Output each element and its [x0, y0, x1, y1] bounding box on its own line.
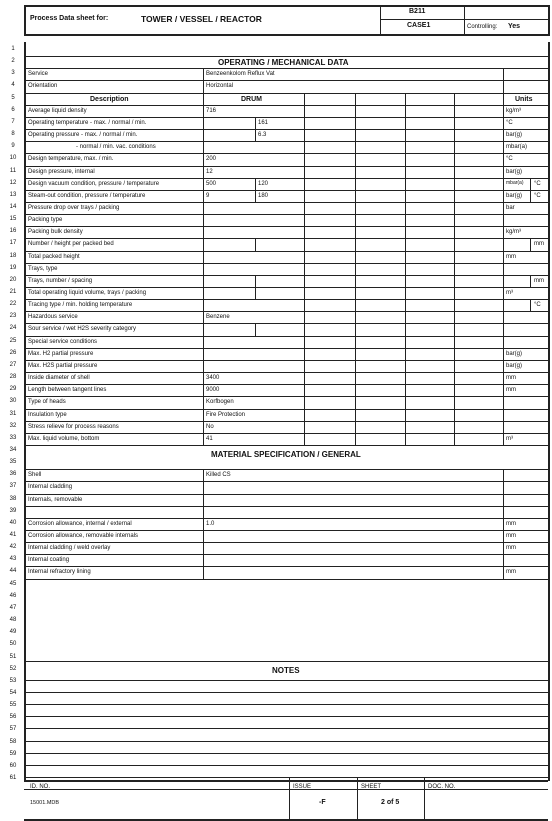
row-label: Average liquid density	[28, 107, 87, 114]
row-label: Total packed height	[28, 253, 80, 260]
grid-line-h	[24, 445, 548, 446]
row-unit-2: °C	[534, 192, 541, 199]
row-label: - normal / min. vac. conditions	[76, 144, 156, 151]
grid-line-v	[424, 777, 425, 821]
grid-line-v	[380, 5, 381, 36]
col-units: Units	[515, 95, 533, 103]
grid-line-h	[24, 166, 548, 167]
row-unit: mbar(a)	[506, 179, 524, 186]
row-label: Design vacuum condition, pressure / temperature	[28, 180, 160, 187]
line-number: 46	[9, 592, 17, 599]
line-number: 25	[9, 337, 17, 344]
grid-line-h	[24, 336, 548, 337]
grid-line-v	[405, 93, 406, 445]
row-value-2: 161	[258, 119, 269, 126]
line-number: 3	[11, 70, 15, 77]
grid-line-h	[24, 506, 548, 507]
grid-line-h	[24, 789, 548, 790]
row-unit-2: mm	[534, 277, 544, 284]
grid-line-h	[24, 275, 548, 276]
grid-line-h	[24, 311, 548, 312]
grid-line-v	[255, 178, 256, 190]
grid-line-h	[24, 780, 548, 782]
section-title-operating: OPERATING / MECHANICAL DATA	[218, 58, 349, 68]
grid-line-v	[530, 238, 531, 250]
mat-label: Internal coating	[28, 557, 70, 564]
grid-line-h	[24, 741, 548, 742]
line-number: 42	[9, 544, 17, 551]
row-label: Sour service / wet H2S severity category	[28, 326, 137, 333]
grid-line-h	[24, 68, 548, 69]
grid-line-v	[548, 5, 550, 36]
line-number: 50	[9, 641, 17, 648]
grid-line-v	[255, 287, 256, 299]
grid-line-h	[24, 409, 548, 410]
line-number: 40	[9, 519, 17, 526]
grid-line-h	[24, 263, 548, 264]
grid-line-h	[24, 579, 548, 580]
line-number: 38	[9, 495, 17, 502]
row-label: Operating temperature - max. / normal / min.	[28, 119, 147, 126]
row-value: 12	[206, 168, 213, 175]
grid-line-h	[24, 323, 548, 324]
row-value: 200	[206, 156, 217, 163]
case-id: CASE1	[407, 22, 431, 29]
row-value: Fire Protection	[206, 411, 246, 418]
row-unit: kg/m³	[506, 229, 521, 236]
grid-line-h	[24, 777, 548, 778]
row-unit: mbar(a)	[506, 144, 528, 151]
line-number: 33	[9, 434, 17, 441]
row-label: Steam-out condition, pressure / temperature	[28, 192, 146, 199]
grid-line-h	[24, 190, 548, 191]
grid-line-v	[203, 93, 204, 445]
line-number: 14	[9, 203, 17, 210]
mat-label: Internal refractory lining	[28, 569, 91, 576]
sheet-value: 2 of 5	[381, 799, 400, 806]
row-label: Packing type	[28, 217, 63, 224]
row-value: No	[206, 423, 214, 430]
grid-line-v	[355, 93, 356, 445]
grid-line-v	[503, 93, 504, 445]
grid-line-v	[304, 93, 305, 445]
line-number: 34	[9, 446, 17, 453]
row-value: Benzene	[206, 314, 230, 321]
grid-line-h	[24, 469, 548, 470]
row-label: Operating pressure - max. / normal / min.	[28, 132, 138, 139]
row-label: Hazardous service	[28, 314, 78, 321]
grid-line-h	[24, 360, 548, 361]
row-unit: bar(g)	[506, 362, 523, 369]
grid-line-h	[24, 372, 548, 373]
grid-line-h	[24, 93, 548, 94]
title-label: Process Data sheet for:	[30, 15, 109, 22]
row-value: 9	[206, 192, 210, 199]
mat-unit: mm	[506, 545, 516, 552]
grid-line-h	[380, 19, 464, 20]
row-unit: m³	[506, 435, 513, 442]
row-unit-2: °C	[534, 302, 541, 309]
line-number: 35	[9, 459, 17, 466]
row-unit: bar(g)	[506, 132, 523, 139]
row-unit: °C	[506, 156, 513, 163]
grid-line-v	[203, 469, 204, 578]
row-value: 41	[206, 435, 213, 442]
grid-line-v	[289, 777, 290, 821]
tag-number: B211	[409, 8, 426, 15]
grid-line-h	[24, 117, 548, 118]
line-number: 6	[11, 106, 15, 113]
grid-line-h	[24, 518, 548, 519]
line-number: 32	[9, 422, 17, 429]
grid-line-v	[357, 777, 358, 821]
row-unit: bar	[506, 204, 515, 211]
controlling-value: Yes	[508, 23, 521, 30]
line-number: 45	[9, 580, 17, 587]
grid-line-h	[24, 226, 548, 227]
col-drum: DRUM	[241, 95, 262, 103]
row-unit: kg/m³	[506, 107, 521, 114]
grid-line-h	[24, 299, 548, 300]
row-label: Inside diameter of shell	[28, 375, 90, 382]
row-unit: bar(g)	[506, 168, 523, 175]
row-value: 500	[206, 180, 217, 187]
line-number: 36	[9, 471, 17, 478]
row-label: Stress relieve for process reasons	[28, 423, 119, 430]
line-number: 19	[9, 264, 17, 271]
doc-label: DOC. NO.	[428, 784, 456, 790]
grid-line-h	[24, 661, 548, 662]
mat-unit: mm	[506, 533, 516, 539]
title-value: TOWER / VESSEL / REACTOR	[141, 14, 262, 24]
mat-label: Shell	[28, 472, 42, 479]
row-value-2: 120	[258, 180, 269, 187]
row-label: Max. H2 partial pressure	[28, 350, 94, 357]
grid-line-h	[24, 238, 548, 239]
mat-label: Internals, removable	[28, 496, 83, 503]
line-number: 54	[9, 689, 17, 696]
line-number: 27	[9, 361, 17, 368]
controlling-label: Controlling:	[467, 24, 498, 30]
mat-label: Corrosion allowance, removable internals	[28, 533, 139, 539]
grid-line-v	[255, 190, 256, 202]
grid-line-h	[24, 704, 548, 705]
row-label: Trays, type	[28, 265, 58, 272]
grid-line-h	[24, 34, 548, 36]
grid-line-v	[530, 178, 531, 190]
mat-unit: mm	[506, 520, 516, 527]
line-number: 11	[9, 167, 17, 174]
row-unit: m³	[506, 290, 513, 296]
line-number: 55	[9, 702, 17, 709]
mat-label: Internal cladding / weld overlay	[28, 545, 111, 552]
row-label: Insulation type	[28, 411, 67, 418]
issue-label: ISSUE	[293, 784, 312, 790]
grid-line-h	[24, 716, 548, 717]
line-number: 60	[9, 762, 17, 769]
col-description: Description	[90, 95, 129, 103]
grid-line-h	[24, 421, 548, 422]
row-label: Max. H2S partial pressure	[28, 362, 98, 369]
row-unit: mm	[506, 253, 516, 260]
grid-line-h	[24, 692, 548, 693]
line-number: 49	[9, 629, 17, 636]
line-number: 20	[9, 276, 17, 283]
row-label: Total operating liquid volume, trays / packing	[28, 290, 147, 296]
row-label: Design temperature, max. / min.	[28, 156, 114, 163]
line-number: 13	[9, 191, 17, 198]
line-number: 56	[9, 714, 17, 721]
line-number: 10	[9, 155, 17, 162]
row-value: 3400	[206, 375, 220, 382]
grid-line-h	[24, 494, 548, 495]
grid-line-h	[24, 80, 548, 81]
grid-line-v	[548, 42, 550, 781]
line-number: 29	[9, 386, 17, 393]
grid-line-v	[454, 93, 455, 445]
row-unit: bar(g)	[506, 350, 523, 357]
grid-line-v	[530, 299, 531, 311]
service-value: Benzeenkolom Reflux Vat	[206, 71, 275, 78]
row-unit: mm	[506, 375, 516, 382]
notes-title: NOTES	[272, 665, 300, 675]
line-number: 48	[9, 617, 17, 624]
line-number: 41	[9, 532, 17, 538]
line-number: 21	[9, 289, 17, 295]
grid-line-h	[24, 202, 548, 203]
line-number: 39	[9, 507, 17, 514]
line-number: 23	[9, 313, 17, 320]
grid-line-v	[255, 129, 256, 141]
grid-line-h	[24, 765, 548, 766]
line-number: 12	[9, 179, 17, 186]
row-unit-2: °C	[534, 180, 541, 187]
grid-line-h	[24, 433, 548, 434]
line-number: 4	[11, 82, 15, 89]
line-number: 43	[9, 556, 17, 563]
row-unit: bar(g)	[506, 192, 523, 199]
line-number: 53	[9, 677, 17, 684]
row-value: 716	[206, 107, 217, 114]
line-number: 61	[9, 775, 17, 781]
grid-line-h	[464, 19, 548, 20]
grid-line-h	[24, 396, 548, 397]
grid-line-h	[24, 481, 548, 482]
row-label: Special service conditions	[28, 338, 98, 345]
grid-line-h	[24, 728, 548, 729]
grid-line-h	[24, 753, 548, 754]
row-value-2: 6.3	[258, 132, 267, 139]
id-label: ID. NO.	[30, 784, 51, 790]
row-unit: °C	[506, 119, 513, 126]
line-number: 16	[9, 228, 17, 235]
grid-line-v	[530, 190, 531, 202]
grid-line-h	[24, 105, 548, 106]
grid-line-v	[24, 5, 26, 36]
line-number: 47	[9, 604, 17, 611]
line-number: 26	[9, 349, 17, 356]
section-title-material: MATERIAL SPECIFICATION / GENERAL	[211, 449, 361, 459]
line-number: 51	[9, 653, 17, 660]
line-number: 2	[11, 58, 15, 65]
grid-line-h	[24, 384, 548, 385]
line-number: 30	[9, 398, 17, 405]
grid-line-h	[24, 251, 548, 252]
grid-line-v	[503, 469, 504, 578]
grid-line-h	[24, 178, 548, 179]
grid-line-h	[24, 680, 548, 681]
line-number: 8	[11, 131, 15, 138]
service-label: Service	[28, 71, 49, 78]
line-number: 37	[9, 483, 17, 490]
orientation-label: Orientation	[28, 83, 58, 90]
row-label: Tracing type / min. holding temperature	[28, 302, 133, 309]
line-number: 18	[9, 252, 17, 259]
row-label: Design pressure, internal	[28, 168, 95, 175]
grid-line-h	[24, 542, 548, 543]
row-label: Number / height per packed bed	[28, 241, 114, 248]
row-label: Packing bulk density	[28, 229, 83, 236]
mat-unit: mm	[506, 569, 516, 576]
line-number: 24	[9, 325, 17, 332]
row-label: Trays, number / spacing	[28, 277, 93, 284]
grid-line-h	[24, 566, 548, 567]
row-value: Korfbogen	[206, 399, 234, 406]
line-number: 58	[9, 738, 17, 745]
grid-line-h	[24, 530, 548, 531]
mat-label: Corrosion allowance, internal / external	[28, 520, 132, 527]
mat-value: Killed CS	[206, 472, 231, 479]
line-number: 31	[9, 410, 17, 417]
grid-line-h	[24, 153, 548, 154]
grid-line-v	[255, 323, 256, 335]
row-label: Type of heads	[28, 399, 66, 406]
row-label: Length between tangent lines	[28, 387, 107, 394]
line-number: 1	[11, 46, 15, 52]
grid-line-v	[203, 68, 204, 92]
line-number: 5	[11, 94, 15, 101]
grid-line-v	[503, 68, 504, 92]
grid-line-v	[255, 275, 256, 287]
orientation-value: Horizontal	[206, 83, 234, 90]
grid-line-h	[24, 129, 548, 130]
grid-line-h	[24, 56, 548, 57]
line-number: 44	[9, 568, 17, 575]
grid-line-h	[24, 141, 548, 142]
row-unit: mm	[506, 387, 516, 394]
line-number: 17	[9, 240, 17, 247]
line-number: 9	[11, 143, 15, 150]
grid-line-h	[24, 5, 548, 7]
row-label: Max. liquid volume, bottom	[28, 435, 100, 442]
mat-value: 1.0	[206, 520, 215, 527]
grid-line-v	[464, 5, 465, 36]
grid-line-h	[24, 214, 548, 215]
line-number: 59	[9, 750, 17, 757]
mat-label: Internal cladding	[28, 484, 73, 491]
line-number: 15	[9, 216, 17, 223]
line-number: 22	[9, 301, 17, 308]
row-unit-2: mm	[534, 241, 544, 248]
line-number: 28	[9, 374, 17, 381]
id-value: 15001.MDB	[30, 800, 60, 806]
grid-line-v	[530, 275, 531, 287]
grid-line-v	[255, 238, 256, 250]
grid-line-h	[24, 554, 548, 555]
line-number: 7	[11, 118, 15, 125]
row-value: 9000	[206, 387, 220, 394]
line-number: 57	[9, 726, 17, 733]
grid-line-h	[24, 348, 548, 349]
grid-line-h	[24, 287, 548, 288]
sheet-label: SHEET	[361, 784, 382, 790]
row-value-2: 180	[258, 192, 269, 199]
row-label: Pressure drop over trays / packing	[28, 204, 120, 211]
line-number: 52	[9, 665, 17, 672]
grid-line-v	[255, 117, 256, 129]
issue-value: -F	[319, 799, 326, 806]
